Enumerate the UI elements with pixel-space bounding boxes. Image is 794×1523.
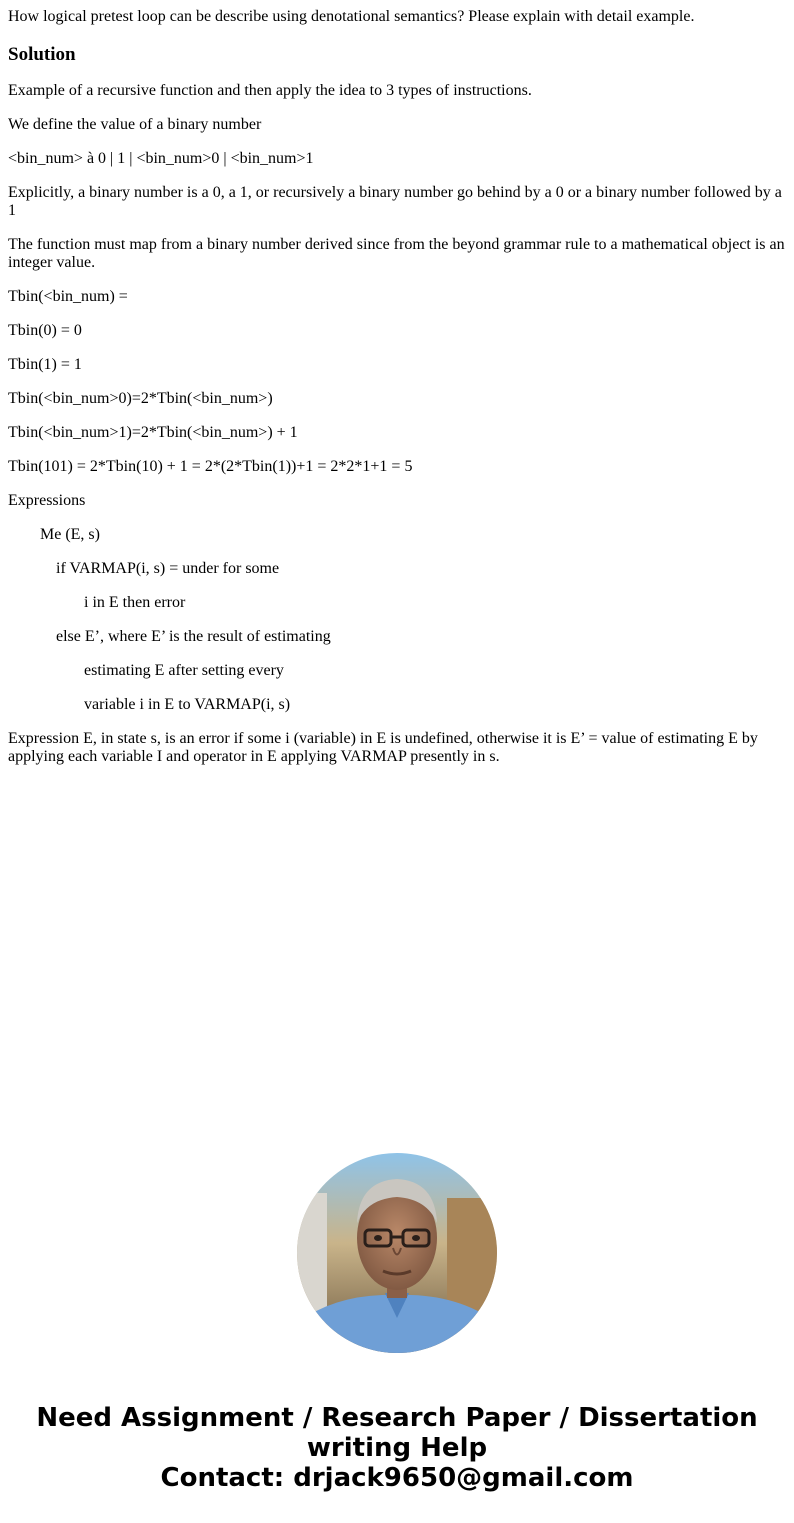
tbin-one: Tbin(1) = 1	[8, 356, 82, 373]
tbin-recursive-zero: Tbin(<bin_num>0)=2*Tbin(<bin_num>)	[8, 390, 273, 407]
question-text: How logical pretest loop can be describe using denotational semantics? Please explain with detail example.	[8, 8, 695, 25]
tbin-definition: Tbin(<bin_num) =	[8, 288, 128, 305]
explicit-paragraph: Explicitly, a binary number is a 0, a 1, or recursively a binary number go behind by a 0 or a binary number followed by a 1	[8, 184, 782, 219]
author-photo	[297, 1153, 497, 1353]
promo-line-2: writing Help	[306, 1433, 488, 1463]
promo-line-1: Need Assignment / Research Paper / Dissertation	[36, 1403, 758, 1433]
closing-paragraph: Expression E, in state s, is an error if some i (variable) in E is undefined, otherwise it is E’ = value of estimating E by applying each variable I and operator in E applying VARMAP presently in s.	[8, 730, 758, 765]
promo-banner	[0, 1403, 794, 1493]
else-clause: else E’, where E’ is the result of estimating	[56, 628, 331, 645]
author-photo-image	[297, 1153, 497, 1353]
tbin-example: Tbin(101) = 2*Tbin(10) + 1 = 2*(2*Tbin(1))+1 = 2*2*1+1 = 5	[8, 458, 413, 475]
then-error-clause: i in E then error	[84, 594, 186, 611]
variable-clause: variable i in E to VARMAP(i, s)	[84, 696, 291, 713]
expressions-label: Expressions	[8, 492, 86, 509]
solution-heading: Solution	[8, 44, 76, 65]
promo-contact: Contact: drjack9650@gmail.com	[160, 1463, 634, 1493]
estimating-clause: estimating E after setting every	[84, 662, 284, 679]
if-clause: if VARMAP(i, s) = under for some	[56, 560, 280, 577]
define-paragraph: We define the value of a binary number	[8, 116, 262, 133]
function-paragraph: The function must map from a binary number derived since from the beyond grammar rule to a mathematical object is an integer value.	[8, 236, 785, 271]
tbin-recursive-one: Tbin(<bin_num>1)=2*Tbin(<bin_num>) + 1	[8, 424, 298, 441]
grammar-rule: <bin_num> à 0 | 1 | <bin_num>0 | <bin_num>1	[8, 150, 314, 167]
document-body	[8, 8, 786, 782]
tbin-zero: Tbin(0) = 0	[8, 322, 82, 339]
intro-paragraph: Example of a recursive function and then apply the idea to 3 types of instructions.	[8, 82, 532, 99]
me-function: Me (E, s)	[40, 526, 100, 543]
